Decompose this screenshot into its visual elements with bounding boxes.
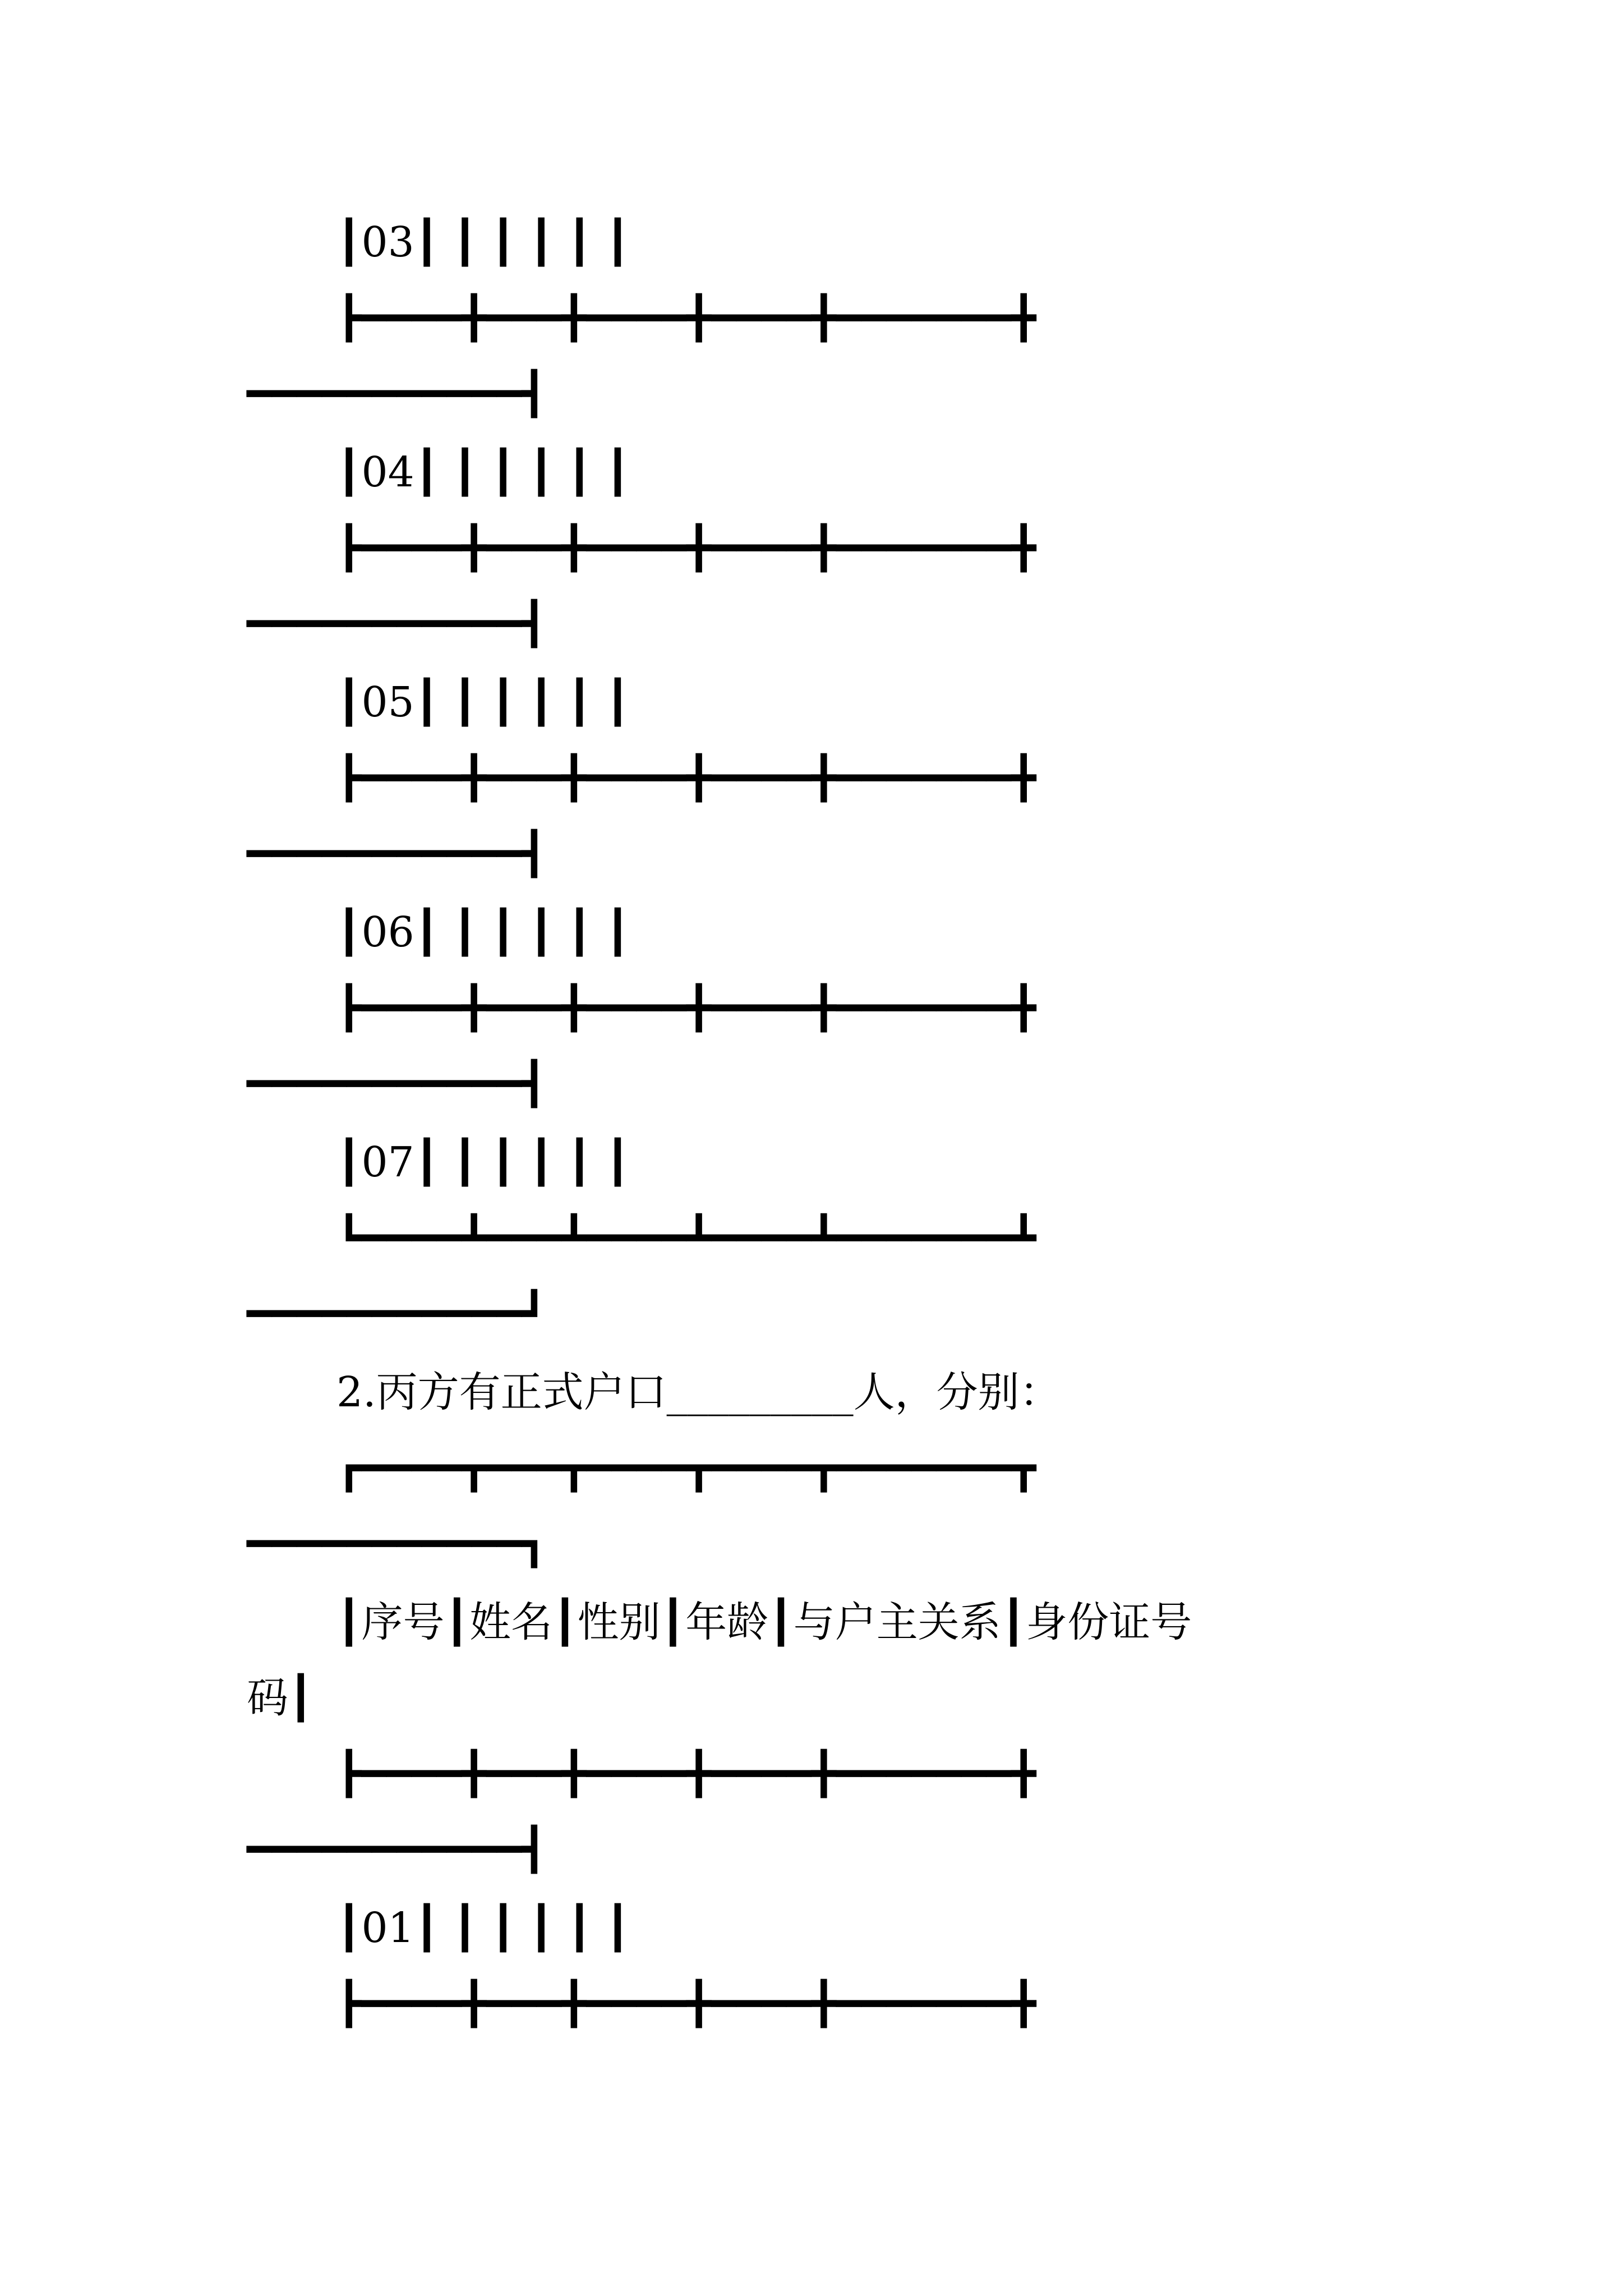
table-header-row: ┃序号┃姓名┃性别┃年龄┃与户主关系┃身份证号 [336,1598,1192,1646]
table-border-wrap: ━━━━━━━━━━━┫ [247,1825,547,1874]
table-row-04: ┃04┃ ┃ ┃ ┃ ┃ ┃ [336,448,630,496]
table-border-wrap: ━━━━━━━━━━━┫ [247,600,547,648]
table-border-wrap: ━━━━━━━━━━━┫ [247,370,547,418]
table-row-07: ┃07┃ ┃ ┃ ┃ ┃ ┃ [336,1138,630,1186]
table-border-row: ┣━━━━╋━━━╋━━━━╋━━━━╋━━━━━━━╋ [336,1980,1036,2028]
table-border-row: ┣━━━━╋━━━╋━━━━╋━━━━╋━━━━━━━╋ [336,984,1036,1032]
table-border-bottom-wrap: ━━━━━━━━━━━┛ [247,1290,547,1338]
table-border-row: ┣━━━━╋━━━╋━━━━╋━━━━╋━━━━━━━╋ [336,294,1036,342]
table-border-top: ┏━━━━┳━━━┳━━━━┳━━━━┳━━━━━━━┳ [336,1444,1036,1492]
table-border-bottom: ┗━━━━┻━━━┻━━━━┻━━━━┻━━━━━━━┻ [336,1214,1036,1262]
table-border-wrap: ━━━━━━━━━━━┫ [247,1060,547,1108]
table-border-row: ┣━━━━╋━━━╋━━━━╋━━━━╋━━━━━━━╋ [336,754,1036,802]
table-border-row: ┣━━━━╋━━━╋━━━━╋━━━━╋━━━━━━━╋ [336,1750,1036,1798]
table-border-wrap: ━━━━━━━━━━━┫ [247,830,547,878]
section-heading: 2.丙方有正式户口_________人，分别： [336,1368,1061,1416]
table-row-01: ┃01┃ ┃ ┃ ┃ ┃ ┃ [336,1904,630,1952]
table-border-top-wrap: ━━━━━━━━━━━┓ [247,1520,547,1568]
table-row-05: ┃05┃ ┃ ┃ ┃ ┃ ┃ [336,678,630,726]
table-header-wrap: 码┃ [247,1674,313,1722]
table-border-row: ┣━━━━╋━━━╋━━━━╋━━━━╋━━━━━━━╋ [336,524,1036,572]
table-row-03: ┃03┃ ┃ ┃ ┃ ┃ ┃ [336,218,630,266]
table-row-06: ┃06┃ ┃ ┃ ┃ ┃ ┃ [336,908,630,956]
